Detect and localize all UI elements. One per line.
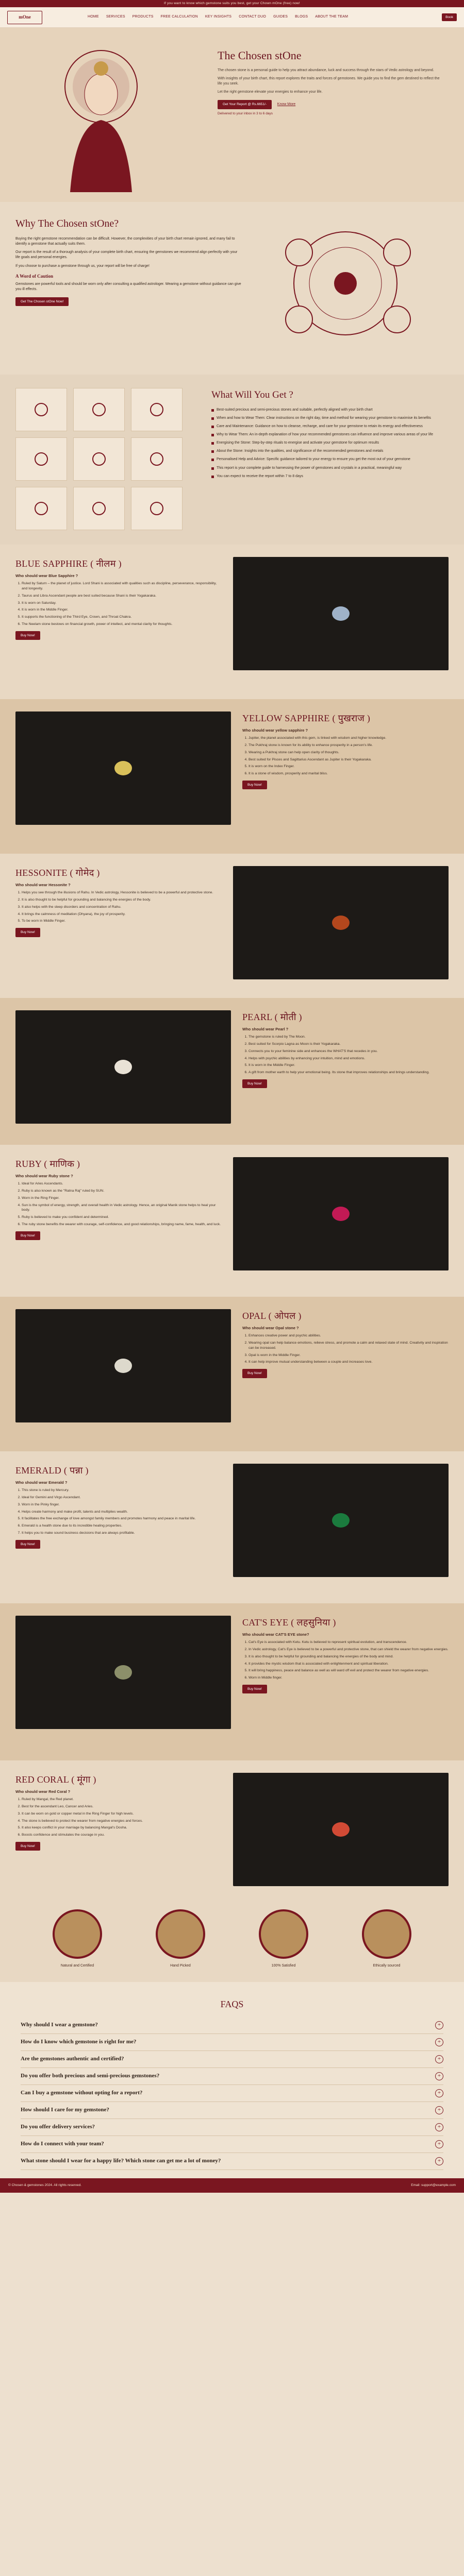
badge-hand-picked <box>156 1909 205 1970</box>
gem-icon <box>35 403 48 416</box>
gemstone-image <box>114 761 132 775</box>
gem-point: 5. It will bring happiness, peace and balance as well as will ward off evil and protect the wearer from negative energies. <box>248 1668 449 1673</box>
nav-link-guides[interactable]: GUIDES <box>273 15 288 19</box>
faq-item[interactable] <box>21 2017 443 2034</box>
gem-title: RED CORAL ( मूंगा ) <box>15 1774 96 1785</box>
why-title: Why The Chosen stOne? <box>15 218 119 229</box>
expand-plus-icon[interactable]: + <box>435 2055 443 2063</box>
announcement-text: If you want to know which gemstone suits you best, get your Chown mOne (free) now! <box>164 2 300 6</box>
expand-plus-icon[interactable]: + <box>435 2089 443 2097</box>
benefit-item: Personalised Help and Advice: Specific guidance tailored to your energy to ensure you get the most out of your gemstone <box>211 457 449 462</box>
gem-title: RUBY ( माणिक ) <box>15 1159 80 1169</box>
gem-point: 4. It can help improve mutual understanding between a couple and increases love. <box>248 1360 449 1365</box>
gem-point: 4. It brings the calmness of meditation (Dhyana), the joy of prosperity. <box>22 912 222 917</box>
faq-section <box>0 1982 464 2178</box>
buy-now-button[interactable]: Buy Now! <box>15 928 40 937</box>
smile-icon <box>259 1909 308 1959</box>
gem-photo <box>15 1010 231 1124</box>
hero-title: The Chosen stOne <box>218 49 302 62</box>
benefit-tile <box>15 388 67 431</box>
expand-plus-icon[interactable]: + <box>435 2140 443 2148</box>
care-icon <box>150 403 163 416</box>
buy-now-button[interactable]: Buy Now! <box>242 1685 267 1693</box>
faq-item[interactable] <box>21 2119 443 2136</box>
gem-point: 5. It is worn in the Middle Finger. <box>248 1063 449 1068</box>
gem-point: 3. Opal is worn in the Middle Finger. <box>248 1353 449 1358</box>
gem-question: Who should wear yellow sapphire ? <box>242 728 308 733</box>
gem-point: 4. Helps create harmony and make profit, talents and multiplies wealth. <box>22 1510 222 1515</box>
gem-point: 4. The stone is believed to protect the wearer from negative energies and forces. <box>22 1819 222 1824</box>
gem-point: 6. Boosts confidence and stimulates the courage in you. <box>22 1833 222 1838</box>
faq-item[interactable] <box>21 2051 443 2068</box>
faq-item[interactable] <box>21 2136 443 2153</box>
gem-point: 1. Ideal for Aries Ascendants. <box>22 1181 222 1187</box>
gemstone-image <box>332 1822 350 1837</box>
gem-question: Who should wear Opal stone ? <box>242 1326 299 1331</box>
gem-point: 3. Worn in the Pinky finger. <box>22 1502 222 1507</box>
gem-point: 2. Ideal for Gemini and Virgo Ascendant. <box>22 1495 222 1500</box>
gem-point: 3. Connects you to your feminine side and enhances the WHAT'S that recedes in you. <box>248 1049 449 1054</box>
benefit-tile <box>15 437 67 481</box>
book-button[interactable]: Book <box>442 13 457 21</box>
gem-point: 5. It is worn on the Index Finger. <box>248 764 449 769</box>
clock-icon <box>150 502 163 515</box>
gem-point: 2. It is also thought to be helpful for grounding and balancing the energies of the body. <box>22 897 222 903</box>
gem-point: 1. This stone is ruled by Mercury. <box>22 1488 222 1493</box>
gem-question: Who should wear Hessonite ? <box>15 883 71 888</box>
gem-point: 6. Emerald is a health stone due to its incredible healing properties. <box>22 1523 222 1529</box>
why-paragraph-2: Our report is the result of a thorough analysis of your complete birth chart, ensuring the gemstones we recommend align perfectly with your life goals and personal energies. <box>15 250 238 260</box>
gem-photo <box>15 711 231 825</box>
benefit-item: You can expect to receive the report within 7 to 8 days <box>211 474 449 479</box>
gem-point: 1. The gemstone is ruled by The Moon. <box>248 1035 449 1040</box>
gem-point: 3. It is also thought to be helpful for grounding and balancing the energies of the body and mind. <box>248 1654 449 1659</box>
main-navigation <box>0 7 464 28</box>
faq-question: Are the gemstones authentic and certified? <box>21 2056 124 2062</box>
benefit-tile <box>131 487 183 530</box>
copyright-text: © Chosen & gemstones 2024. All rights reserved. <box>8 2183 82 2188</box>
footer <box>0 2178 464 2193</box>
expand-plus-icon[interactable]: + <box>435 2038 443 2046</box>
expand-plus-icon[interactable]: + <box>435 2157 443 2165</box>
gem-section <box>0 1297 464 1451</box>
gem-point: 4. Best suited for Pisces and Sagittarius Ascendant as Jupiter is their Yogakaraka. <box>248 757 449 762</box>
gem-section <box>0 998 464 1145</box>
buy-now-button[interactable]: Buy Now! <box>15 1540 40 1549</box>
site-logo[interactable]: mOne <box>7 11 42 24</box>
gem-point: 3. It is worn on Saturday. <box>22 601 222 606</box>
gem-title: EMERALD ( पन्ना ) <box>15 1465 89 1476</box>
gem-photo <box>233 1773 449 1886</box>
gemstone-image <box>114 1665 132 1680</box>
faq-question: Why should I wear a gemstone? <box>21 2022 98 2028</box>
gem-point: 6. A gift from mother earth to help your emotional being. Its stone that improves relationships and brings understanding. <box>248 1070 449 1075</box>
gem-photo <box>233 557 449 670</box>
benefit-tile <box>73 487 125 530</box>
faq-question: How do I know which gemstone is right for me? <box>21 2039 137 2045</box>
gem-title: HESSONITE ( गोमेद ) <box>15 868 100 878</box>
benefit-tile <box>131 388 183 431</box>
gem-photo <box>233 1464 449 1577</box>
book-icon <box>92 502 106 515</box>
gem-point: 1. Jupiter, the planet associated with this gem, is linked with wisdom and higher knowledge. <box>248 736 449 741</box>
benefit-item: Energising the Stone: Step-by-step rituals to energise and activate your gemstone for optimum results <box>211 440 449 446</box>
gem-point: 4. Sun is the symbol of energy, strength, and overall health in Vedic astrology. Hence, an original Manik stone helps to heal your body. <box>22 1203 222 1213</box>
gem-point: 3. It also helps with the sleep disorders and concentration of Rahu. <box>22 905 222 910</box>
expand-plus-icon[interactable]: + <box>435 2072 443 2080</box>
faq-question: Do you offer delivery services? <box>21 2124 95 2130</box>
nav-link-blogs[interactable]: BLOGS <box>295 15 308 19</box>
gem-point: 6. It is a stone of wisdom, prosperity and marital bliss. <box>248 771 449 776</box>
benefit-item: This report is your complete guide to harnessing the power of gemstones and crystals in a practical, meaningful way <box>211 466 449 471</box>
gem-title: YELLOW SAPPHIRE ( पुखराज ) <box>242 713 371 723</box>
badge-ethically-sourced <box>362 1909 411 1970</box>
gem-point: 4. It is worn in the Middle Finger. <box>22 607 222 613</box>
nav-link-key-insights[interactable]: KEY INSIGHTS <box>205 15 232 19</box>
nav-link-about[interactable]: ABOUT THE TEAM <box>315 15 349 19</box>
gemstone-image <box>332 606 350 621</box>
gemstone-image <box>332 1513 350 1528</box>
gem-point: 3. Worn in the Ring Finger. <box>22 1196 222 1201</box>
gem-section <box>0 699 464 854</box>
buy-now-button[interactable]: Buy Now! <box>15 1842 40 1851</box>
badge-satisfied <box>259 1909 308 1970</box>
expand-plus-icon[interactable]: + <box>435 2106 443 2114</box>
gem-question: Who should wear Blue Sapphire ? <box>15 573 78 579</box>
badge-label: 100% Satisfied <box>271 1964 296 1968</box>
gem-point: 2. In Vedic astrology, Cat's Eye is believed to be a powerful and protective stone, that can shield the wearer from negative energies. <box>248 1647 449 1652</box>
faq-question: What stone should I wear for a happy life? Which stone can get me a lot of money? <box>21 2158 221 2164</box>
advice-icon <box>35 502 48 515</box>
gem-photo <box>233 1157 449 1270</box>
get-chosen-stone-button[interactable]: Get The Chosen stOne Now! <box>15 297 69 306</box>
gem-photo <box>15 1309 231 1422</box>
badge-natural-certified <box>53 1909 102 1970</box>
faq-question: Do you offer both precious and semi-precious gemstones? <box>21 2073 160 2079</box>
buy-now-button[interactable]: Buy Now! <box>242 1369 267 1378</box>
buy-now-button[interactable]: Buy Now! <box>242 781 267 789</box>
gem-section <box>0 1451 464 1603</box>
gem-point: 3. Wearing a Pukhraj stone can help open clarity of thoughts. <box>248 750 449 755</box>
star-icon <box>35 452 48 466</box>
benefit-item: About the Stone: Insights into the qualities, and significance of the recommended gemstones and metals <box>211 449 449 454</box>
gem-point: 6. The Neelam stone bestows on financial growth, power of intellect, and mental clarity for thoughts. <box>22 622 222 627</box>
benefit-item: Best-suited precious and semi-precious stones and suitable, perfectly aligned with your birth chart <box>211 408 449 413</box>
gem-photo <box>15 1616 231 1729</box>
gem-point: 4. Helps with psychic abilities by enhancing your intuition, mind and emotions. <box>248 1056 449 1061</box>
gem-title: OPAL ( ओपल ) <box>242 1311 302 1321</box>
gemstone-image <box>332 1207 350 1221</box>
benefit-icon-grid <box>15 388 206 545</box>
gem-section <box>0 1760 464 1897</box>
certified-icon <box>53 1909 102 1959</box>
gem-point: 2. The Pukhraj stone is known for its ability to enhance prosperity in a person's life. <box>248 743 449 748</box>
benefit-tile <box>15 487 67 530</box>
astrology-wheel-illustration <box>242 216 449 375</box>
gemstone-image <box>114 1060 132 1074</box>
gemstone-image <box>332 916 350 930</box>
trust-badges <box>0 1897 464 1982</box>
calendar-icon <box>92 403 106 416</box>
nav-links <box>88 14 348 20</box>
gem-point: 1. Cat's Eye is associated with Ketu. Ketu is believed to represent spiritual evolution, and transcendence. <box>248 1640 449 1645</box>
gem-point: 2. Best suited for Scorpio Lagna as Moon is their Yogakaraka. <box>248 1042 449 1047</box>
contact-email[interactable]: Email: support@example.com <box>411 2183 456 2188</box>
delivery-note: Delivered to your inbox in 3 to 6 days <box>218 111 273 115</box>
faq-item[interactable] <box>21 2153 443 2170</box>
gem-title: BLUE SAPPHIRE ( नीलम ) <box>15 558 122 569</box>
benefit-tile <box>73 437 125 481</box>
benefit-tile <box>73 388 125 431</box>
get-report-button[interactable]: Get Your Report @ Rs.6651/- <box>218 100 272 109</box>
benefit-item: Why to Wear Them: An in-depth explanation of how your recommended gemstones can influence and improve various areas of your life <box>211 432 449 437</box>
expand-plus-icon[interactable]: + <box>435 2021 443 2029</box>
why-paragraph-1: Buying the right gemstone recommendation can be difficult. However, the complexities of your birth chart remain ignored, and many fail to identify a gemstone that actually suits them. <box>15 237 235 246</box>
gem-point: 2. Best for the ascendant Leo, Cancer and Aries. <box>22 1804 222 1809</box>
gem-point: 1. Ruled by Saturn – the planet of justice. Lord Shani is associated with qualities such as discipline, perseverance, responsibility, and longevity. <box>22 581 222 591</box>
know-more-link[interactable]: Know More <box>277 103 296 107</box>
gemstone-image <box>114 1359 132 1373</box>
gem-question: Who should wear Red Coral ? <box>15 1789 71 1794</box>
gem-point: 7. It helps you to make sound business decisions that are always profitable. <box>22 1531 222 1536</box>
ritual-icon <box>92 452 106 466</box>
gem-section <box>0 1145 464 1297</box>
faq-item[interactable] <box>21 2102 443 2119</box>
hero-paragraph-1: The chosen stone is a personal guide to help you attract abundance, luck and success through the stars of Vedic astrology and beyond. <box>218 68 434 72</box>
what-you-get-title: What Will You Get ? <box>211 389 293 400</box>
gem-question: Who should wear Ruby stone ? <box>15 1174 73 1179</box>
nav-link-services[interactable]: SERVICES <box>106 15 125 19</box>
faq-item[interactable] <box>21 2068 443 2085</box>
badge-label: Ethically sourced <box>373 1964 401 1968</box>
buy-now-button[interactable]: Buy Now! <box>242 1079 267 1088</box>
gem-point: 2. Ruby is also known as the "Ratna Raj" ruled by SUN. <box>22 1189 222 1194</box>
gem-question: Who should wear CAT'S EYE stone? <box>242 1632 309 1637</box>
gem-question: Who should wear Pearl ? <box>242 1027 289 1032</box>
announcement-bar <box>0 0 464 7</box>
gem-point: 1. Enhances creative power and psychic abilities. <box>248 1333 449 1338</box>
what-you-get-section <box>0 375 464 545</box>
faq-title: FAQS <box>220 1999 244 2009</box>
faq-list <box>21 2017 443 2170</box>
expand-plus-icon[interactable]: + <box>435 2123 443 2131</box>
faq-question: How should I care for my gemstone? <box>21 2107 109 2113</box>
hero-section <box>0 28 464 202</box>
nav-link-products[interactable]: PRODUCTS <box>132 15 154 19</box>
gem-title: PEARL ( मोती ) <box>242 1012 302 1022</box>
gem-section <box>0 854 464 998</box>
hero-paragraph-2: With insights of your birth chart, this report explores the traits and forces of gemstones. We guide you to find the gem destined to reflect the life you seek. <box>218 77 440 86</box>
hero-paragraph-3: Let the right gemstone elevate your energies to enhance your life. <box>218 90 323 94</box>
gem-point: 5. To be worn in Middle Finger. <box>22 919 222 924</box>
nav-link-home[interactable]: HOME <box>88 15 99 19</box>
gem-point: 1. Ruled by Mangal, the Red planet. <box>22 1797 222 1802</box>
faq-item[interactable] <box>21 2085 443 2102</box>
leaf-icon <box>362 1909 411 1959</box>
gem-point: 2. Taurus and Libra Ascendant people are best suited because Shani is their Yogakaraka. <box>22 594 222 599</box>
benefit-tile <box>131 437 183 481</box>
gem-point: 2. Wearing opal can help balance emotions, relieve stress, and promote a calm and relaxed state of mind. Creativity and inspiration can be increased. <box>248 1341 449 1351</box>
hand-icon <box>156 1909 205 1959</box>
info-icon <box>150 452 163 466</box>
faq-question: Can I buy a gemstone without opting for a report? <box>21 2090 143 2096</box>
faq-item[interactable] <box>21 2034 443 2051</box>
gem-question: Who should wear Emerald ? <box>15 1480 68 1485</box>
caution-text: Gemstones are powerful tools and should be worn only after consulting a qualified astrologer. Wearing a gemstone without guidance can give you ill effects. <box>15 282 241 291</box>
gem-photo <box>233 866 449 979</box>
badge-label: Hand Picked <box>170 1964 191 1968</box>
gem-point: 3. It can be worn on gold or copper metal in the Ring Finger for high levels. <box>22 1811 222 1817</box>
buy-now-button[interactable]: Buy Now! <box>15 631 40 640</box>
gem-point: 6. Worn in Middle finger. <box>248 1675 449 1681</box>
gem-point: 5. It also keeps conflict in your marriage by balancing Mangal's Dosha. <box>22 1825 222 1831</box>
benefit-item: When and how to Wear Them: Clear instructions on the right day, time and method for wearing your gemstone to maximise its benefits <box>211 416 449 421</box>
gem-point: 6. The ruby stone benefits the wearer with courage, self-confidence, and good relationships, bringing name, fame, health, and luck. <box>22 1222 222 1227</box>
gem-point: 5. Ruby is believed to make you confident and determined. <box>22 1215 222 1220</box>
gem-title: CAT'S EYE ( लहसुनिया ) <box>242 1617 336 1628</box>
goddess-illustration <box>0 28 202 202</box>
faq-question: How do I connect with your team? <box>21 2141 104 2147</box>
nav-link-contact[interactable]: CONTACT DUO <box>239 15 267 19</box>
gem-point: 1. Helps you see through the illusions of Rahu. In Vedic astrology, Hessonite is believed to be a powerful and protective stone. <box>22 890 222 895</box>
badge-label: Natural and Certified <box>60 1964 94 1968</box>
why-section <box>0 202 464 375</box>
buy-now-button[interactable]: Buy Now! <box>15 1231 40 1240</box>
caution-heading: A Word of Caution <box>15 273 54 279</box>
gemstone-list <box>0 545 464 1897</box>
benefit-item: Care and Maintenance: Guidance on how to cleanse, recharge, and care for your gemstone to retain its energy and effectiveness <box>211 424 449 429</box>
gem-point: 5. It supports the functioning of the Third Eye, Crown, and Throat Chakra. <box>22 615 222 620</box>
why-paragraph-3: If you choose to purchase a gemstone through us, your report will be free of charge! <box>15 264 150 268</box>
gem-point: 4. It provides the mystic wisdom that is associated with enlightenment and spiritual liberation. <box>248 1662 449 1667</box>
nav-link-free-calculation[interactable]: FREE CALCULATION <box>160 15 198 19</box>
gem-section <box>0 1603 464 1760</box>
gem-point: 5. It facilitates the free exchange of love amongst family members and promotes harmony and peace in marital life. <box>22 1516 222 1521</box>
gem-section <box>0 545 464 699</box>
